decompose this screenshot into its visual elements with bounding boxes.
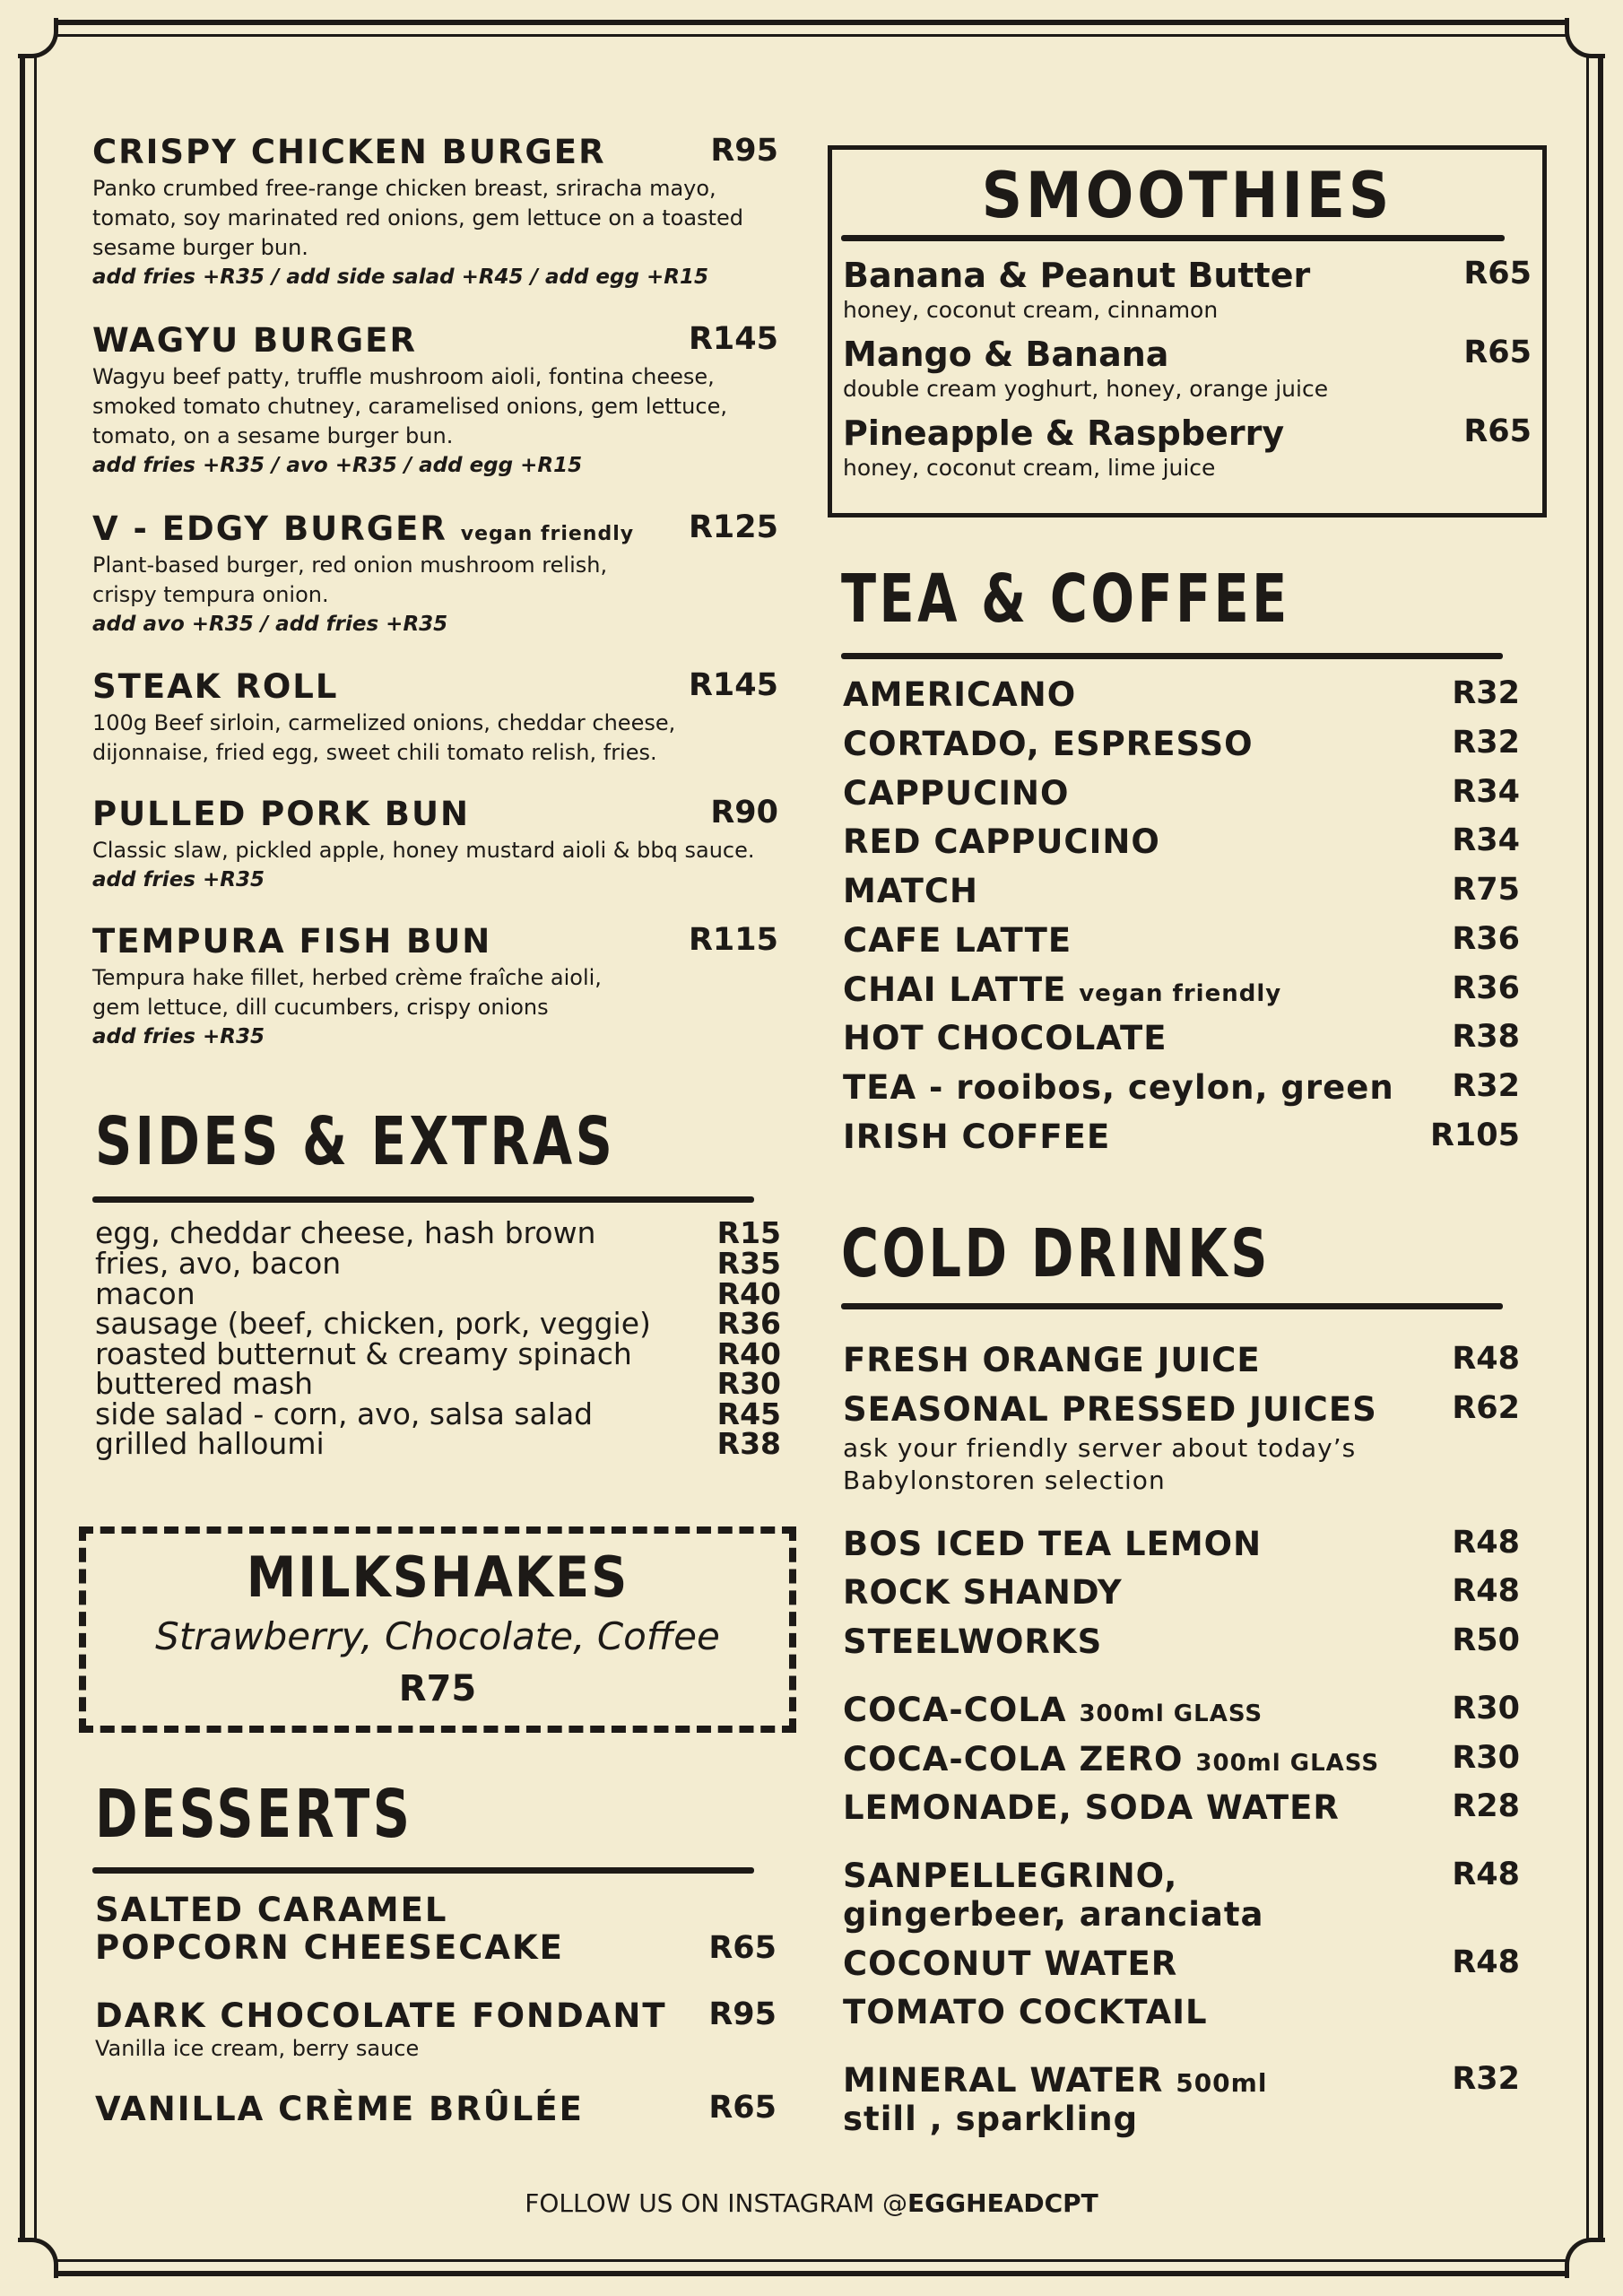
list-item: macon R40 (95, 1276, 781, 1311)
list-item: buttered mash R30 (95, 1366, 781, 1401)
instagram-handle[interactable]: EGGHEADCPT (907, 2188, 1098, 2218)
tea-coffee-list: AMERICANO R32 CORTADO, ESPRESSO R32 CAPPUCINO R34 RED CAPPUCINO R34 MATCH R75 CAFE LATTE R36 CHAI LATTE vegan friendly R36 HOT CHOCOLATE R38 TEA - rooibos, ceylon, green R32 IRISH COFFEE R105 (843, 675, 1520, 1156)
milkshakes-flavours: Strawberry, Chocolate, Coffee (155, 1614, 720, 1658)
burger-item (92, 509, 778, 653)
instagram-footer[interactable] (0, 2188, 1623, 2218)
dessert-price: R65 (708, 1930, 777, 1966)
smoothies-heading: SMOOTHIES (981, 159, 1393, 232)
cold-drinks-divider (841, 1303, 1503, 1309)
list-item: egg, cheddar cheese, hash brown R15 (95, 1215, 781, 1250)
tea-coffee-divider (841, 653, 1503, 659)
dessert-name: POPCORN CHEESECAKE (95, 1928, 564, 1967)
burger-name: CRISPY CHICKEN BURGER (92, 133, 606, 171)
burger-description: Panko crumbed free-range chicken breast, sriracha mayo, tomato, soy marinated red onions, gem lettuce on a toasted sesame burger bun. (92, 176, 743, 260)
burger-addons: add fries +R35 / add side salad +R45 / add egg +R15 (92, 265, 708, 289)
burger-price: R90 (710, 795, 778, 831)
burger-item (92, 133, 778, 312)
burger-item (92, 321, 778, 500)
burger-price: R125 (688, 509, 778, 545)
burger-item (92, 667, 778, 784)
sides-divider (92, 1196, 754, 1203)
burger-name: TEMPURA FISH BUN (92, 922, 492, 961)
burger-name: V - EDGY BURGER vegan friendly (92, 509, 635, 548)
smoothies-divider (841, 235, 1505, 241)
seasonal-juice-note: ask your friendly server about today’s Babylonstoren selection (843, 1433, 1357, 1495)
dessert-price: R65 (708, 2090, 777, 2126)
tea-coffee-heading: TEA & COFFEE (841, 561, 1290, 638)
burger-item (92, 795, 778, 911)
smoothie-price: R65 (1463, 413, 1532, 449)
vegan-tag: vegan friendly (460, 523, 635, 545)
burger-addons: add fries +R35 / avo +R35 / add egg +R15 (92, 454, 583, 477)
desserts-list (95, 1891, 777, 2160)
milkshakes-box (79, 1526, 796, 1733)
size-tag: 300ml GLASS (1195, 1750, 1380, 1777)
dessert-description: Vanilla ice cream, berry sauce (95, 2036, 420, 2061)
size-tag: 500ml (1176, 2068, 1268, 2098)
desserts-heading: DESSERTS (95, 1776, 413, 1853)
dessert-name: SALTED CARAMEL (95, 1891, 448, 1929)
smoothie-name: Mango & Banana (843, 335, 1169, 374)
cold-drinks-list: FRESH ORANGE JUICE R48 SEASONAL PRESSED JUICES R62 ask your friendly server about today’s Babylonstoren selection BOS ICED TEA LEMON R48 ROCK SHANDY R48 STEELWORKS R50 COCA-COLA 300ml GLASS R30 COCA-COLA ZERO 300ml GLASS R30 LEMONADE, SODA WATER R28 SANPELLEGRINO, R48 gingerbeer, aranciata COCONUT WATER R48 TOMATO COCKTAIL MINERAL WATER 500ml R32 still , sparkling (843, 1341, 1520, 2138)
dessert-price: R95 (708, 1996, 777, 2032)
burger-description: Classic slaw, pickled apple, honey mustard aioli & bbq sauce. (92, 838, 755, 863)
desserts-divider (92, 1867, 754, 1874)
milkshakes-heading: MILKSHAKES (246, 1544, 629, 1610)
list-item: sausage (beef, chicken, pork, veggie) R36 (95, 1306, 781, 1341)
smoothie-price: R65 (1463, 335, 1532, 370)
burger-price: R95 (710, 133, 778, 169)
burger-description: 100g Beef sirloin, carmelized onions, cheddar cheese, dijonnaise, fried egg, sweet chili tomato relish, fries. (92, 710, 676, 765)
vegan-tag: vegan friendly (1079, 980, 1282, 1007)
burger-addons: add fries +R35 (92, 1025, 265, 1048)
smoothies-box (828, 145, 1547, 517)
list-item: fries, avo, bacon R35 (95, 1246, 781, 1281)
smoothie-description: honey, coconut cream, cinnamon (843, 297, 1219, 323)
dessert-name: VANILLA CRÈME BRÛLÉE (95, 2090, 584, 2128)
list-item: side salad - corn, avo, salsa salad R45 (95, 1396, 781, 1431)
burger-price: R145 (688, 321, 778, 357)
burger-price: R145 (688, 667, 778, 703)
footer-prefix: FOLLOW US ON INSTAGRAM @ (525, 2188, 908, 2218)
smoothie-name: Pineapple & Raspberry (843, 413, 1285, 453)
burger-price: R115 (688, 922, 778, 958)
cold-drinks-heading: COLD DRINKS (841, 1215, 1271, 1292)
burger-name: WAGYU BURGER (92, 321, 417, 360)
burger-name: PULLED PORK BUN (92, 795, 471, 833)
burger-item (92, 922, 778, 1065)
burger-addons: add fries +R35 (92, 868, 265, 891)
list-item: roasted butternut & creamy spinach R40 (95, 1336, 781, 1371)
burger-description: Plant-based burger, red onion mushroom relish, crispy tempura onion. (92, 552, 608, 607)
size-tag: 300ml GLASS (1079, 1700, 1263, 1727)
smoothie-price: R65 (1463, 256, 1532, 291)
sides-heading: SIDES & EXTRAS (95, 1103, 616, 1180)
smoothie-description: double cream yoghurt, honey, orange juice (843, 376, 1329, 402)
burger-addons: add avo +R35 / add fries +R35 (92, 613, 448, 636)
burger-description: Wagyu beef patty, truffle mushroom aioli, fontina cheese, smoked tomato chutney, caramelised onions, gem lettuce, tomato, on a sesame burger bun. (92, 364, 727, 448)
smoothie-description: honey, coconut cream, lime juice (843, 455, 1216, 481)
list-item: grilled halloumi R38 (95, 1426, 781, 1461)
milkshakes-price: R75 (398, 1668, 477, 1709)
smoothie-name: Banana & Peanut Butter (843, 256, 1311, 295)
sides-list (95, 1215, 781, 1466)
burger-name: STEAK ROLL (92, 667, 339, 706)
burger-description: Tempura hake fillet, herbed crème fraîche aioli, gem lettuce, dill cucumbers, crispy onions (92, 965, 602, 1020)
dessert-name: DARK CHOCOLATE FONDANT (95, 1996, 667, 2035)
